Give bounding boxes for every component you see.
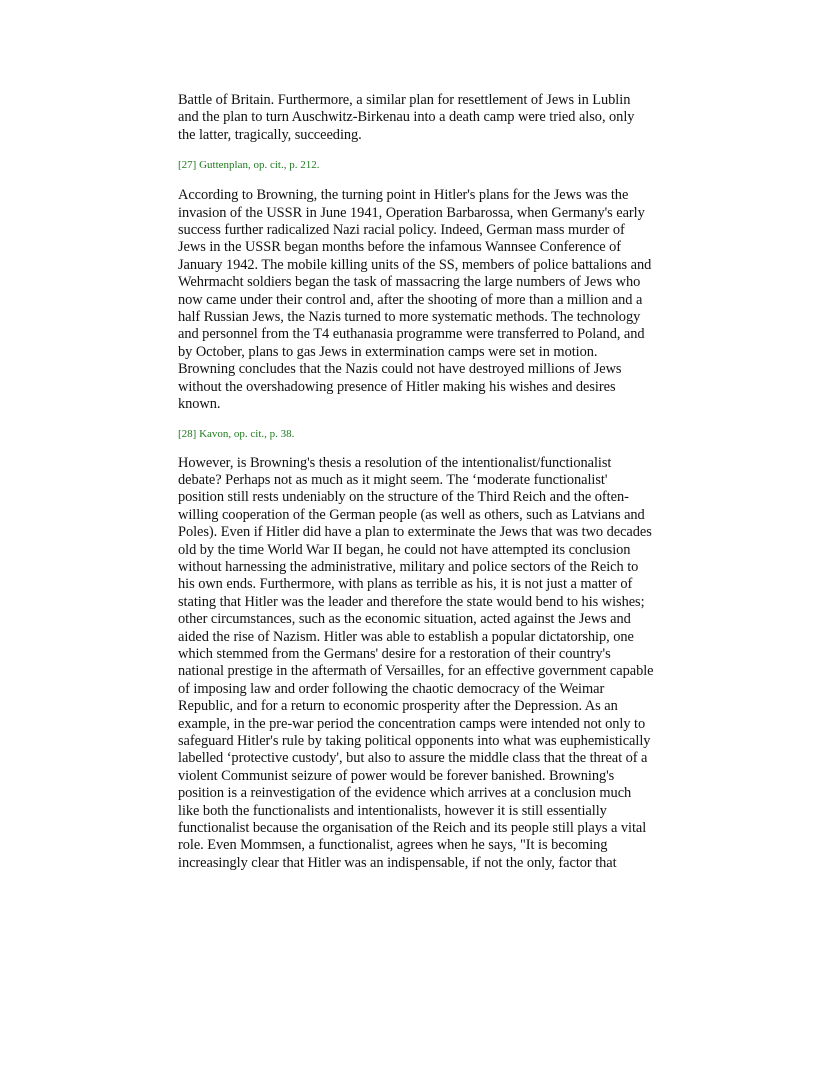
footnote-28: [28] Kavon, op. cit., p. 38. bbox=[178, 427, 295, 440]
body-paragraph: According to Browning, the turning point in Hitler's plans for the Jews was the invasion of the USSR in June 1941, Operation Barbarossa, when Germany's early success further radicalized Nazi racial policy. Indeed, German mass murder of Jews in the USSR began months before the infamous Wannsee Conference of January 1942. The mobile killing units of the SS, members of police battalions and Wehrmacht soldiers began the task of massacring the large numbers of Jews who now came under their control and, after the shooting of more than a million and a half Russian Jews, the Nazis turned to more systematic methods. The technology and personnel from the T4 euthanasia programme were transferred to Poland, and by October, plans to gas Jews in extermination camps were set in motion. Browning concludes that the Nazis could not have destroyed millions of Jews without the overshadowing presence of Hitler making his wishes and desires known. bbox=[178, 187, 652, 413]
document-page bbox=[178, 92, 654, 872]
body-paragraph: However, is Browning's thesis a resolution of the intentionalist/functionalist debate? Perhaps not as much as it might seem. The ‘moderate functionalist' position still rests undeniably on the structure of the Third Reich and the often-willing cooperation of the German people (as well as others, such as Latvians and Poles). Even if Hitler did have a plan to exterminate the Jews that was two decades old by the time World War II began, he could not have attempted its conclusion without harnessing the administrative, military and police sectors of the Reich to his own ends. Furthermore, with plans as terrible as his, it is not just a matter of stating that Hitler was the leader and therefore the state would bend to his wishes; other circumstances, such as the economic situation, acted against the Jews and aided the rise of Nazism. Hitler was able to establish a popular dictatorship, one which stemmed from the Germans' desire for a restoration of their country's national prestige in the aftermath of Versailles, for an effective government capable of imposing law and order following the chaotic democracy of the Weimar Republic, and for a return to economic prosperity after the Depression. As an example, in the pre-war period the concentration camps were intended not only to safeguard Hitler's rule by taking political opponents into what was euphemistically labelled ‘protective custody', but also to assure the middle class that the threat of a violent Communist seizure of power would be forever banished. Browning's position is a reinvestigation of the evidence which arrives at a conclusion much like both the functionalists and intentionalists, however it is still essentially functionalist because the organisation of the Reich and its people still plays a vital role. Even Mommsen, a functionalist, agrees when he says, "It is becoming increasingly clear that Hitler was an indispensable, if not the only, factor that bbox=[178, 454, 654, 871]
footnote-27: [27] Guttenplan, op. cit., p. 212. bbox=[178, 159, 320, 172]
body-paragraph: Battle of Britain. Furthermore, a similar plan for resettlement of Jews in Lublin and the plan to turn Auschwitz-Birkenau into a death camp were tried also, only the latter, tragically, succeeding. bbox=[178, 92, 635, 143]
